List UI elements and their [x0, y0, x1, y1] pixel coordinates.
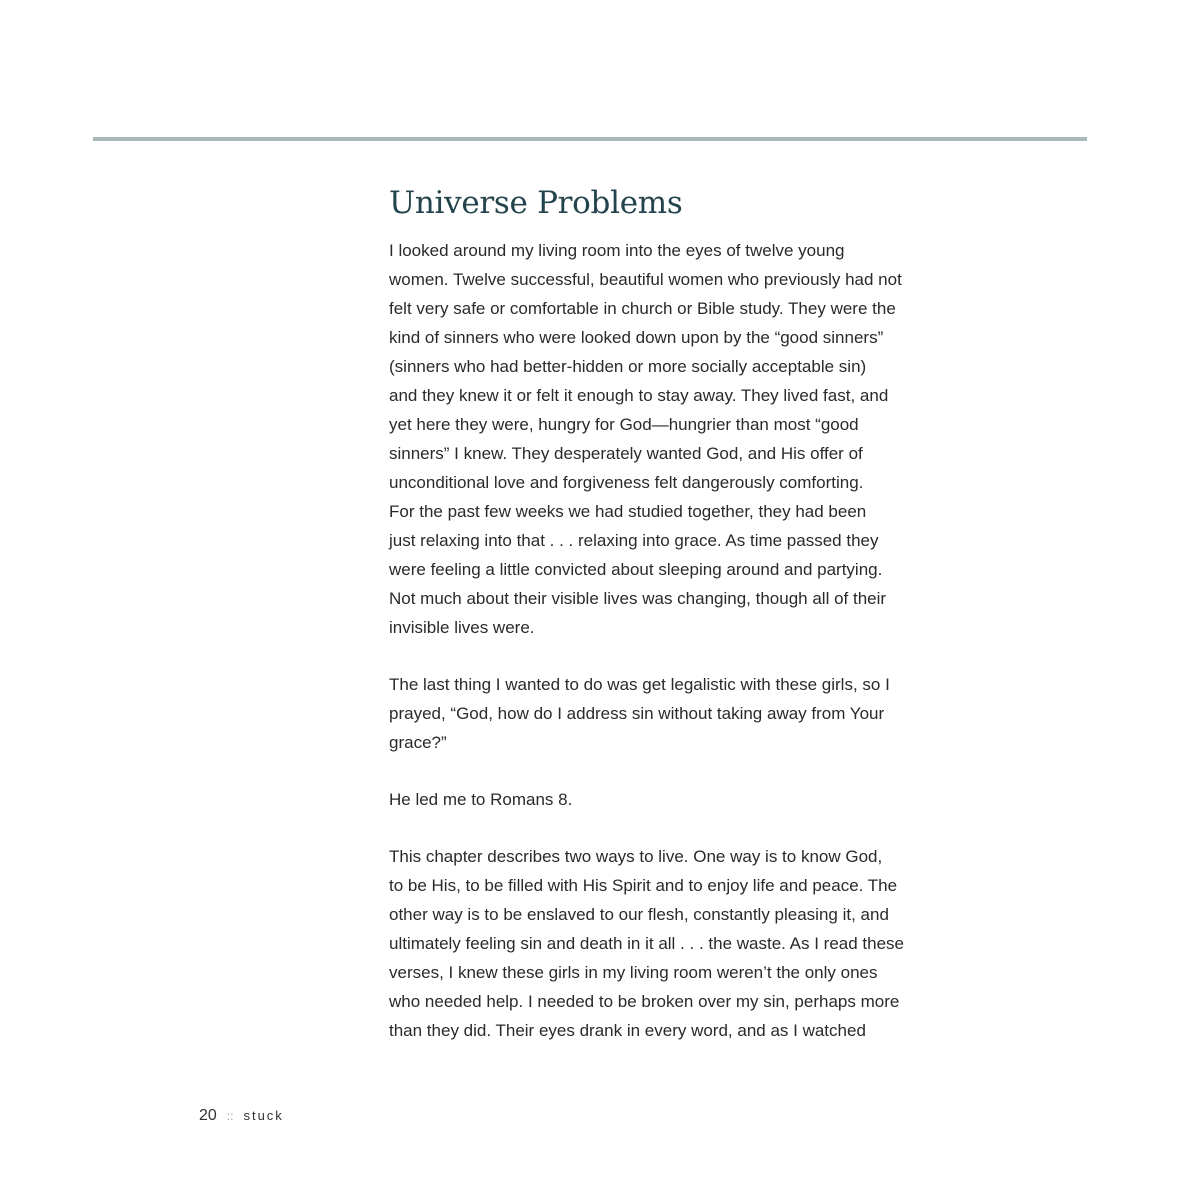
text-line: ultimately feeling sin and death in it all . . . the waste. As I read these [389, 934, 905, 953]
top-rule [93, 137, 1087, 141]
text-line: than they did. Their eyes drank in every word, and as I watched [389, 1021, 866, 1040]
text-line: yet here they were, hungry for God—hungrier than most “good [389, 415, 859, 434]
text-line: felt very safe or comfortable in church or Bible study. They were the [389, 299, 896, 318]
text-line: For the past few weeks we had studied together, they had been [389, 502, 867, 521]
text-line: to be His, to be filled with His Spirit and to enjoy life and peace. The [389, 876, 898, 895]
text-line: were feeling a little convicted about sleeping around and partying. [389, 560, 883, 579]
text-line: I looked around my living room into the eyes of twelve young [389, 241, 845, 260]
text-line: Not much about their visible lives was changing, though all of their [389, 589, 887, 608]
page-footer [199, 1104, 284, 1128]
paragraph-3 [389, 785, 1001, 814]
running-head: stuck [243, 1108, 284, 1123]
text-line: grace?” [389, 733, 447, 752]
text-line: invisible lives were. [389, 618, 535, 637]
text-line: He led me to Romans 8. [389, 790, 573, 809]
text-line: kind of sinners who were looked down upon by the “good sinners” [389, 328, 884, 347]
text-line: prayed, “God, how do I address sin without taking away from Your [389, 704, 885, 723]
paragraph-4 [389, 842, 1001, 1045]
text-line: This chapter describes two ways to live. One way is to know God, [389, 847, 883, 866]
text-line: sinners” I knew. They desperately wanted God, and His offer of [389, 444, 863, 463]
body-text [389, 236, 1001, 1073]
text-line: just relaxing into that . . . relaxing into grace. As time passed they [389, 531, 879, 550]
footer-separator: :: [226, 1109, 234, 1123]
text-line: who needed help. I needed to be broken over my sin, perhaps more [389, 992, 900, 1011]
page-number: 20 [199, 1107, 217, 1124]
section-heading: Universe Problems [389, 185, 683, 221]
text-line: and they knew it or felt it enough to stay away. They lived fast, and [389, 386, 889, 405]
text-line: The last thing I wanted to do was get legalistic with these girls, so I [389, 675, 890, 694]
text-line: other way is to be enslaved to our flesh, constantly pleasing it, and [389, 905, 889, 924]
text-line: unconditional love and forgiveness felt dangerously comforting. [389, 473, 864, 492]
paragraph-2 [389, 670, 1001, 757]
paragraph-1 [389, 236, 1001, 642]
text-line: women. Twelve successful, beautiful women who previously had not [389, 270, 902, 289]
text-line: verses, I knew these girls in my living room weren’t the only ones [389, 963, 878, 982]
text-line: (sinners who had better-hidden or more socially acceptable sin) [389, 357, 867, 376]
